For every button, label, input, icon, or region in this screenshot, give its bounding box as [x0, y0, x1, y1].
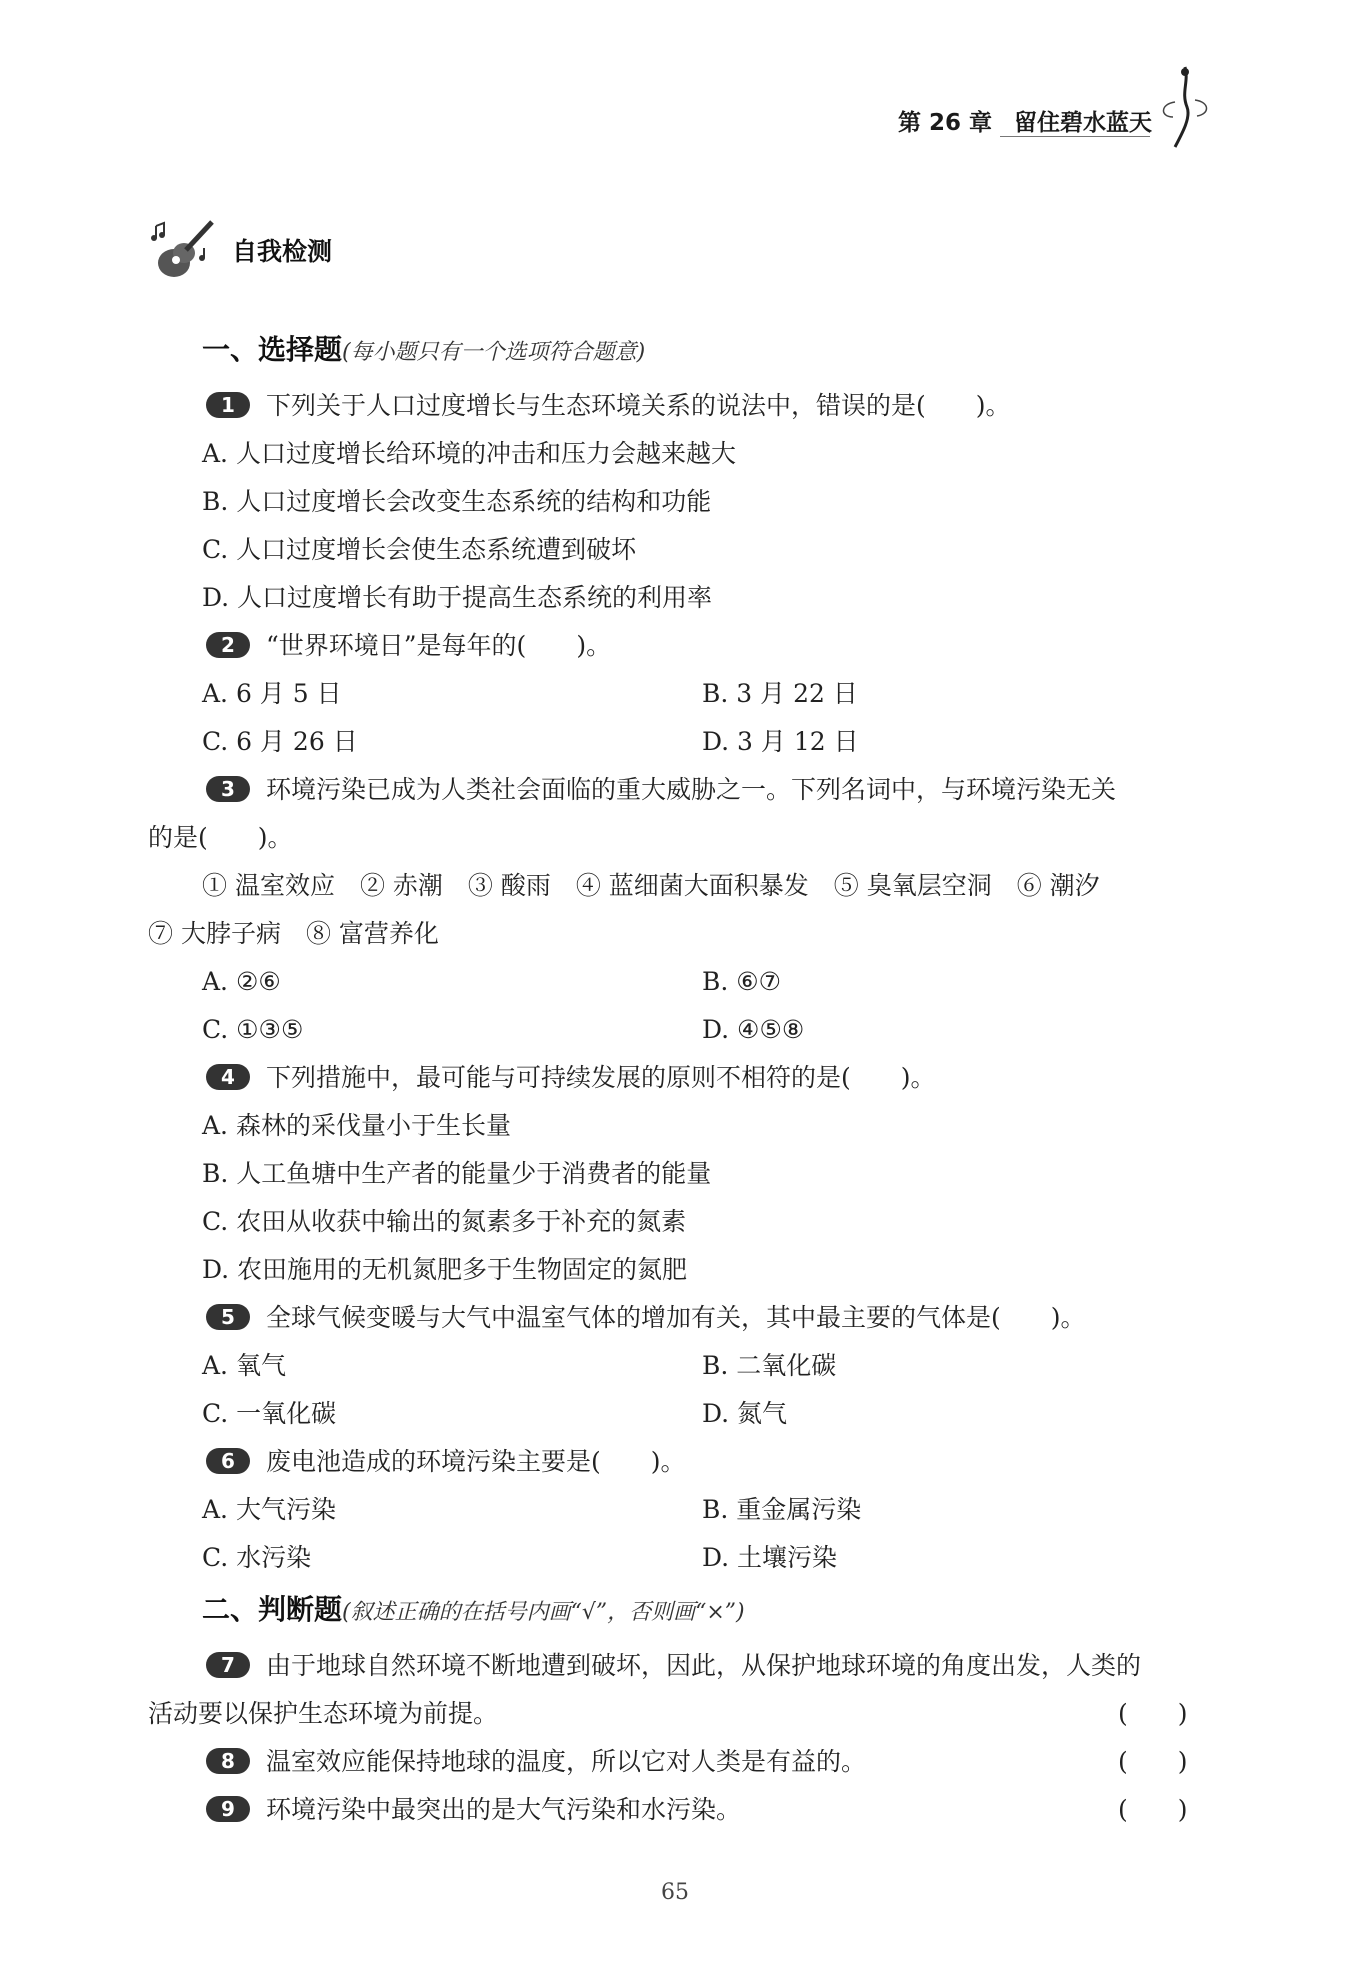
option-a: A. ②⑥ — [202, 967, 281, 996]
question-stem: 环境污染已成为人类社会面临的重大威胁之一。下列名词中，与环境污染无关 — [266, 775, 1117, 804]
question-stem: 下列关于人口过度增长与生态环境关系的说法中，错误的是( )。 — [266, 391, 1011, 420]
option-a: A. 大气污染 — [202, 1495, 336, 1524]
option-b: B. 重金属污染 — [702, 1495, 862, 1524]
part2-note: (叙述正确的在括号内画“√”，否则画“×”) — [342, 1600, 745, 1625]
question-stem: 温室效应能保持地球的温度，所以它对人类是有益的。 — [266, 1747, 867, 1776]
chapter-title: 留住碧水蓝天 — [1014, 110, 1153, 136]
option-c: C. 6 月 26 日 — [202, 727, 358, 756]
question-number-badge: 6 — [206, 1448, 250, 1474]
question-2 — [206, 630, 611, 662]
term-list: ① 温室效应 ② 赤潮 ③ 酸雨 ④ 蓝细菌大面积暴发 ⑤ 臭氧层空洞 ⑥ 潮汐 — [202, 871, 1100, 900]
option-b: B. ⑥⑦ — [702, 967, 782, 996]
option-a: A. 人口过度增长给环境的冲击和压力会越来越大 — [202, 439, 736, 468]
option-a: A. 森林的采伐量小于生长量 — [202, 1111, 511, 1140]
chapter-number: 第 26 章 — [898, 110, 993, 136]
part2-title: 二、判断题 — [202, 1593, 343, 1626]
option-b: B. 人工鱼塘中生产者的能量少于消费者的能量 — [202, 1159, 712, 1188]
question-number-badge: 9 — [206, 1796, 250, 1822]
guitar-music-icon — [146, 208, 226, 288]
option-d: D. 氮气 — [702, 1399, 788, 1428]
question-stem: 环境污染中最突出的是大气污染和水污染。 — [266, 1795, 742, 1824]
option-d: D. 农田施用的无机氮肥多于生物固定的氮肥 — [202, 1255, 688, 1284]
question-number-badge: 4 — [206, 1064, 250, 1090]
section-title: 自我检测 — [232, 237, 333, 266]
option-c: C. 人口过度增长会使生态系统遭到破坏 — [202, 535, 637, 564]
question-6 — [206, 1446, 686, 1478]
option-b: B. 二氧化碳 — [702, 1351, 837, 1380]
question-5 — [206, 1302, 1086, 1334]
chapter-header — [898, 104, 1152, 137]
question-stem: 由于地球自然环境不断地遭到破坏，因此，从保护地球环境的角度出发，人类的 — [266, 1651, 1142, 1680]
question-number-badge: 3 — [206, 776, 250, 802]
answer-blank[interactable]: ( ) — [1118, 1747, 1188, 1776]
question-number-badge: 5 — [206, 1304, 250, 1330]
question-number-badge: 8 — [206, 1748, 250, 1774]
option-a: A. 6 月 5 日 — [202, 679, 342, 708]
question-9 — [206, 1794, 741, 1826]
part2-heading — [202, 1594, 745, 1629]
option-c: C. 农田从收获中输出的氮素多于补充的氮素 — [202, 1207, 687, 1236]
question-stem: 下列措施中，最可能与可持续发展的原则不相符的是( )。 — [266, 1063, 936, 1092]
option-d: D. 土壤污染 — [702, 1543, 838, 1572]
part1-title: 一、选择题 — [202, 333, 343, 366]
question-stem-continued: 的是( )。 — [148, 823, 293, 852]
option-c: C. 一氧化碳 — [202, 1399, 337, 1428]
option-d: D. ④⑤⑧ — [702, 1015, 805, 1044]
question-8 — [206, 1746, 866, 1778]
question-stem: “世界环境日”是每年的( )。 — [266, 631, 612, 660]
question-number-badge: 7 — [206, 1652, 250, 1678]
question-stem: 废电池造成的环境污染主要是( )。 — [266, 1447, 686, 1476]
question-stem-continued: 活动要以保护生态环境为前提。 — [148, 1699, 499, 1728]
option-b: B. 人口过度增长会改变生态系统的结构和功能 — [202, 487, 712, 516]
option-d: D. 3 月 12 日 — [702, 727, 859, 756]
question-stem: 全球气候变暖与大气中温室气体的增加有关，其中最主要的气体是( )。 — [266, 1303, 1086, 1332]
option-b: B. 3 月 22 日 — [702, 679, 858, 708]
question-7 — [206, 1650, 1141, 1682]
question-3 — [206, 774, 1116, 806]
answer-blank[interactable]: ( ) — [1118, 1795, 1188, 1824]
question-1 — [206, 390, 1011, 422]
answer-blank[interactable]: ( ) — [1118, 1699, 1188, 1728]
question-number-badge: 2 — [206, 632, 250, 658]
part1-heading — [202, 334, 645, 369]
option-d: D. 人口过度增长有助于提高生态系统的利用率 — [202, 583, 713, 612]
flourish-ornament-icon — [1155, 62, 1215, 152]
option-c: C. 水污染 — [202, 1543, 312, 1572]
option-a: A. 氧气 — [202, 1351, 286, 1380]
question-4 — [206, 1062, 936, 1094]
part1-note: (每小题只有一个选项符合题意) — [342, 340, 646, 365]
page-number: 65 — [661, 1880, 689, 1905]
term-list-continued: ⑦ 大脖子病 ⑧ 富营养化 — [148, 919, 439, 948]
option-c: C. ①③⑤ — [202, 1015, 304, 1044]
header-underline — [1000, 136, 1150, 137]
question-number-badge: 1 — [206, 392, 250, 418]
